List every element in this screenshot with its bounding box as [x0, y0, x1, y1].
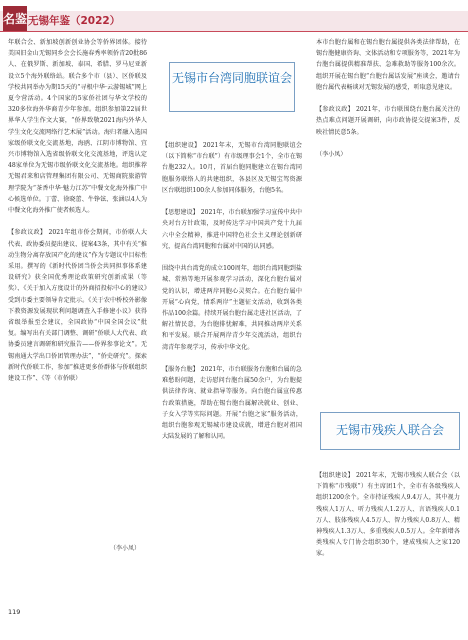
column-2-text: 【组织建设】 2021年末，无锡市台湾同胞联谊会（以下简称“市台联”）有市级理事会1个，全市在锡台胞232人。10月，首届台胞同胞建立在锡台湾同胞服务联络人的共建组织，各县区及无锡宝驾资源区台联组织100余人参加同体服务，台胞5名。 【思想建设】 2021年，市台联加强学习宣传中共中央对台方针政策，及时传达学习中国共产党十九届六中全会精神，推进中国特色社会主义理论创新研究，提高台湾同胞和台属对中国的认同感。 围绕中共台湾党的成立100周年，组织台湾同胞到盐城、常熟等地开展参观学习活动，深化台胞台属对党的认识，增进两岸同胞心灵契合。在台胞台属中开展“心向党，情系两岸”主题征文活动，收到各类作品100余篇。持续开展台胞台属走进社区活动，了解社情民意，为台胞排忧解难，共同推动两岸关系和平发展。联合开展两岸青少年交流活动，组织台湾青年参观学习，传承中华文化。 【服务台胞】 2021年，市台联服务台胞和台属的急难愁盼问题，走访慰问台胞台属50余户，为台胞提供法律咨询、就业指导等服务。向台胞台属宣传惠台政策措施，帮助在锡台胞台属解决就业、创业、子女入学等实际问题。开展“台胞之家”服务活动，组织台胞参观无锡城市建设成就，增进台胞对祖国大陆发展的了解和认同。 [162, 142, 302, 441]
running-title: 无锡年鉴（2022） [28, 15, 121, 27]
header-rule [0, 31, 468, 32]
column-3-text: 本市台胞台属和在锡台胞台属提供各类法律帮助，在锡台胞健康咨询、文体活动和专项服务等，2021年为台胞台属提供精准帮扶、急难救助等服务100余次。组织开展在锡台胞“台胞台属话发展”座谈会，邀请台胞台属代表畅谈对无锡发展的感受，听取意见建议。 【参政议政】 2021年，市台联围绕台胞台属关注的热点难点问题开展调研，向市政协提交提案3件，反映社情民意5条。 （李小凤） [316, 39, 460, 159]
yearbook-logo: 名鉴 [3, 6, 27, 32]
author-signature: （李小凤） [110, 545, 141, 552]
section-heading-taiwan-compatriots: 无锡市台湾同胞联谊会 [169, 62, 295, 112]
column-3-lower-text: 【组织建设】 2021年末，无锡市残疾人联合会（以下简称“市残联”）有主席团1个，全市有各级残疾人组织1200余个。全市持证残疾人9.4万人，其中视力残疾人1万人、听力残疾人1.2万人、言语残疾人0.1万人、肢体残疾人4.5万人、智力残疾人0.8万人、精神残疾人1.3万人、多重残疾人0.5万人。全年新增各类残疾人专门协会组织30个，建成残疾人之家120家。 [316, 472, 460, 558]
page-number: 119 [8, 608, 21, 616]
section-heading-disabled-persons: 无锡市残疾人联合会 [320, 412, 460, 450]
column-1-text: 年联合会、新加坡创新创业协会等侨界团体。接待美国旧金山无锡同乡会会长施春秀率领侨青20批86人、在俄罗斯、新加坡、泰国、希腊、罗马尼亚新设立5个海外联络站。联合多个市（县）、区侨联及学校共同举办为期15天的“寻根中华·云游锡城”网上夏令营活动。4个国家的5家侨社团与华文学校的320多位海外华裔青少年参加。组织参加第22届世界华人学生作文大赛，“侨界致敬2021海内外华人学生文化交流网络行艺术展”活动。海归者融入选国家级侨联文化交流基地，海鸥、江阴市博物馆、宜兴市博物馆入选省级侨联文化交流基地，评选认定48家单位为无锡市级侨联文化交流基地。组织推荐无锡君来和店管理集团有限公司、无锡商院旅游管理学院为“茶香中华·魅力江苏”中餐文化海外推广中心候选单位。丁蕾、徐晓蕾、牛铮铉、张涵以4人为中餐文化海外推广使者候选人。 【参政议政】 2021年组市侨会期间，市侨联人大代表、政协委员提出建议、提案43条，其中有关“推动生物分离存放国产化的建议”作为专题议中目标性采用。撰写的《新时代侨团当侨会共同担事体系建设研究》获全国优秀理论政策研究创新成果（等奖）、《关于加入方度设计的外商招投标中心的建议》受到市委主要领导肯定批示。《关于农中桥校外影像下教资源发展现状利问题调查入手修建小议》获得省级举报至会建议，全国政协“中国全国会议”批复。编写出有关部门调整、调研“侨联人大代表、政协委员建言调研和研究报告——侨界参事论文”。无锡南通大学出口侨团管理办法”，“侨史研究”。探索新时代侨联工作，参加“推进更多侨群体与侨联组织建设工作”、《等（市侨联） [8, 39, 147, 383]
